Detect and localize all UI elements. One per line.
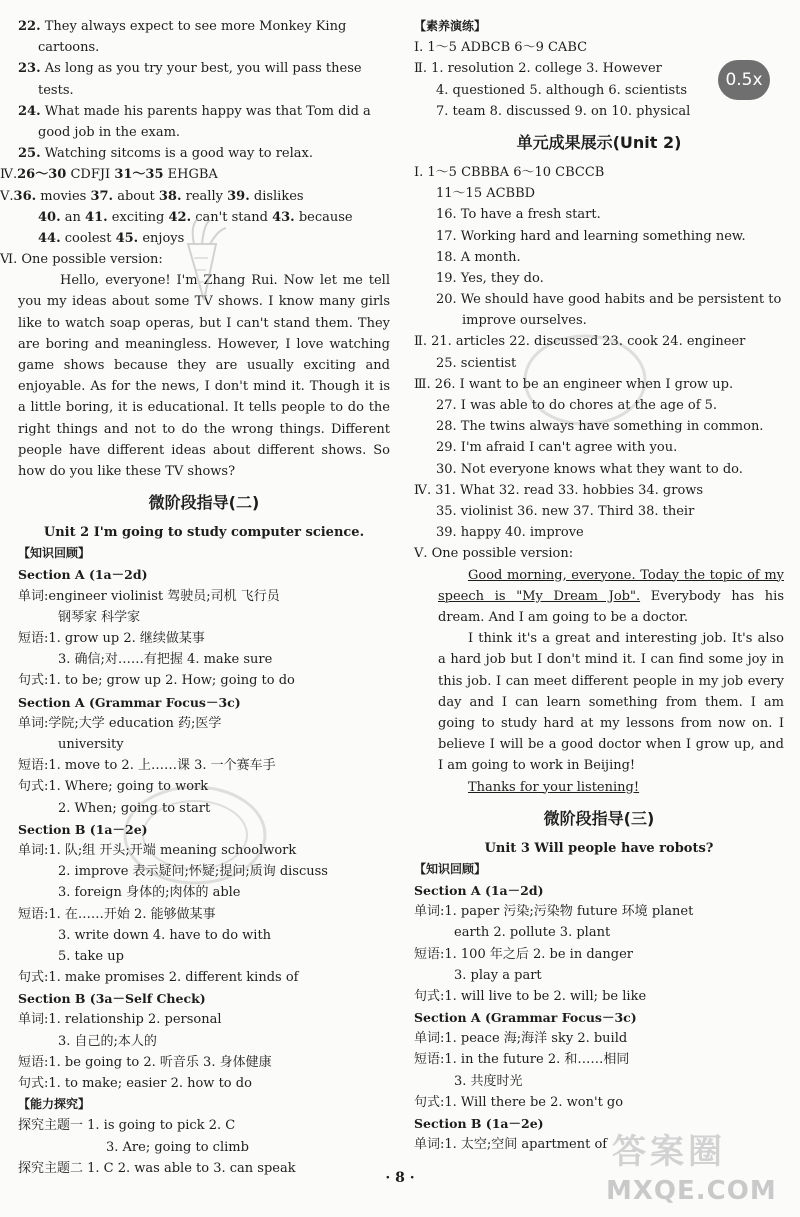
carrot-watermark-icon xyxy=(170,214,234,304)
sa2-words-cont: university xyxy=(58,737,124,753)
sb1-words-cont1: 2. improve 表示疑问;怀疑;提问;质询 discuss xyxy=(58,864,328,880)
practice-ii-cont2: 7. team 8. discussed 9. on 10. physical xyxy=(436,103,691,119)
dream-job-essay-p3: Thanks for your listening! xyxy=(468,779,640,795)
sb1-words-cont2: 3. foreign 身体的;肉体的 able xyxy=(58,885,241,901)
section-vi-label: Ⅵ. One possible version: xyxy=(0,252,163,268)
unit-iv-answers: Ⅳ. 31. What 32. read 33. hobbies 34. grows xyxy=(414,482,704,498)
sb2-words: 单词:1. relationship 2. personal xyxy=(18,1012,222,1028)
section-a2-title: Section A (Grammar Focus－3c) xyxy=(18,694,241,710)
unit-i-answers: Ⅰ. 1～5 CBBBA 6～10 CBCCB xyxy=(414,164,605,180)
answer-22: 22. They always expect to see more Monkey King xyxy=(18,19,347,34)
sb1-phrases-cont2: 5. take up xyxy=(58,948,124,964)
dream-job-essay-p1: Good morning, everyone. Today the topic of my speech is "My Dream Job". Everybody has his dream. And I am going to be a doctor. xyxy=(438,567,784,625)
ability-explore-tag: 【能力探究】 xyxy=(18,1097,91,1112)
practice-ii: Ⅱ. 1. resolution 2. college 3. However xyxy=(414,61,662,77)
answer-27: 27. I was able to do chores at the age of 5. xyxy=(436,398,718,414)
answer-20: 20. We should have good habits and be persistent to xyxy=(436,292,782,308)
sb1-sentences: 句式:1. make promises 2. different kinds of xyxy=(18,970,299,986)
answer-22-cont: cartoons. xyxy=(38,40,100,56)
explore-topic-2: 探究主题二 1. C 2. was able to 3. can speak xyxy=(18,1160,296,1176)
dream-job-essay-p2: I think it's a great and interesting job. It's also a hard job but I don't mind it. I can find some joy in this job. I can meet different people in my job every day and I can learn something from them. I am going to study hard at my lessons from now on. I believe I will be a good doctor when I grow up, and I am going to work in Beijing! xyxy=(438,631,784,774)
section-v-line1: Ⅴ.36. movies 37. about 38. really 39. dislikes xyxy=(0,188,304,204)
section-iv-answers: Ⅳ.26～30 CDFJI 31～35 EHGBA xyxy=(0,167,218,183)
practice-i: Ⅰ. 1～5 ADBCB 6～9 CABC xyxy=(414,40,588,56)
u3-sa1-phrases-cont: 3. play a part xyxy=(454,967,542,983)
knowledge-review-tag-2: 【知识回顾】 xyxy=(414,861,487,876)
explore-topic-1: 探究主题一 1. is going to pick 2. C xyxy=(18,1118,236,1134)
left-column xyxy=(0,16,390,1179)
unit-v-label: Ⅴ. One possible version: xyxy=(414,546,574,562)
answer-20-cont: improve ourselves. xyxy=(462,313,587,329)
sa2-sentences: 句式:1. Where; going to work xyxy=(18,779,209,795)
u3-section-a2-title: Section A (Grammar Focus－3c) xyxy=(414,1010,637,1026)
sa2-words: 单词:学院;大学 education 药;医学 xyxy=(18,715,222,731)
stamp-watermark-icon xyxy=(120,780,270,890)
answer-19: 19. Yes, they do. xyxy=(436,270,544,286)
section-v-line3: 44. coolest 45. enjoys xyxy=(38,230,185,246)
section-b2-title: Section B (3a－Self Check) xyxy=(18,991,206,1007)
answer-16: 16. To have a fresh start. xyxy=(436,207,601,223)
sb1-phrases: 短语:1. 在……开始 2. 能够做某事 xyxy=(18,906,216,922)
answer-30: 30. Not everyone knows what they want to do. xyxy=(436,461,743,477)
u3-sa1-words-cont: earth 2. pollute 3. plant xyxy=(454,925,611,941)
sb2-phrases: 短语:1. be going to 2. 听音乐 3. 身体健康 xyxy=(18,1054,272,1070)
site-url-watermark: MXQE.COM xyxy=(606,1176,777,1206)
u3-section-b1-title: Section B (1a－2e) xyxy=(414,1116,544,1132)
unit2-title: Unit 2 I'm going to study computer science. xyxy=(43,525,365,541)
u3-sa2-phrases: 短语:1. in the future 2. 和……相同 xyxy=(414,1052,630,1068)
section-v-line2: 40. an 41. exciting 42. can't stand 43. because xyxy=(38,209,353,225)
practice-ii-cont1: 4. questioned 5. although 6. scientists xyxy=(436,82,688,98)
sa1-words: 单词:engineer violinist 驾驶员;司机 飞行员 xyxy=(18,588,280,604)
answer-24-cont: good job in the exam. xyxy=(38,124,181,140)
sample-essay: Hello, everyone! I'm Zhang Rui. Now let me tell you my ideas about some TV shows. I know many girls like to watch soap operas, but I can't stand them. They are boring and meaningless. However, I love watching game shows because they are usually exciting and enjoyable. As for the news, I don't mind it. Though it is a little boring, it is educational. It tells people to do the right things and not to do the wrong things. Different people have different ideas about different shows. So how do you like these TV shows? xyxy=(18,273,390,480)
sa2-phrases: 短语:1. move to 2. 上……课 3. 一个赛车手 xyxy=(18,758,276,774)
zoom-level-badge[interactable]: 0.5x xyxy=(718,60,770,100)
unit-i-answers-cont: 11～15 ACBBD xyxy=(436,186,536,202)
answer-25: 25. Watching sitcoms is a good way to relax. xyxy=(18,146,313,162)
sb1-words: 单词:1. 队;组 开头;开端 meaning schoolwork xyxy=(18,842,297,858)
unit3-title: Unit 3 Will people have robots? xyxy=(484,840,714,856)
answer-17: 17. Working hard and learning something new. xyxy=(436,228,746,244)
site-logo-watermark: 答案圈 xyxy=(612,1132,726,1172)
stage-guide-2-heading: 微阶段指导(二) xyxy=(148,493,260,513)
answer-18: 18. A month. xyxy=(436,249,521,265)
unit-results-heading: 单元成果展示(Unit 2) xyxy=(516,132,682,152)
sb1-phrases-cont1: 3. write down 4. have to do with xyxy=(58,927,272,943)
u3-sa1-sentences: 句式:1. will live to be 2. will; be like xyxy=(414,988,647,1004)
answer-28: 28. The twins always have something in common. xyxy=(436,419,764,435)
answer-26: Ⅲ. 26. I want to be an engineer when I grow up. xyxy=(414,376,734,392)
u3-sa2-sentences: 句式:1. Will there be 2. won't go xyxy=(414,1094,624,1110)
u3-sa1-phrases: 短语:1. 100 年之后 2. be in danger xyxy=(414,946,634,962)
sb2-words-cont: 3. 自己的;本人的 xyxy=(58,1033,157,1049)
knowledge-review-tag: 【知识回顾】 xyxy=(18,546,91,561)
section-a1-title: Section A (1a－2d) xyxy=(18,567,148,583)
sa1-phrases: 短语:1. grow up 2. 继续做某事 xyxy=(18,631,205,647)
sa1-sentences: 句式:1. to be; grow up 2. How; going to do xyxy=(18,673,295,689)
section-b1-title: Section B (1a－2e) xyxy=(18,821,148,837)
u3-sb1-words: 单词:1. 太空;空间 apartment of xyxy=(414,1137,608,1153)
sa1-phrases-cont: 3. 确信;对……有把握 4. make sure xyxy=(58,652,273,668)
answer-23: 23. As long as you try your best, you will pass these xyxy=(18,61,362,77)
page-number: · 8 · xyxy=(385,1170,415,1186)
stage-guide-3-heading: 微阶段指导(三) xyxy=(543,808,655,828)
u3-sa2-words: 单词:1. peace 海;海洋 sky 2. build xyxy=(414,1031,628,1047)
u3-sa2-phrases-cont: 3. 共度时光 xyxy=(454,1073,523,1089)
answer-24: 24. What made his parents happy was that Tom did a xyxy=(18,103,371,119)
unit-iv-answers-cont2: 39. happy 40. improve xyxy=(436,525,584,541)
unit-ii-answers: Ⅱ. 21. articles 22. discussed 23. cook 24. engineer xyxy=(414,334,746,350)
sa2-sentences-cont: 2. When; going to start xyxy=(58,800,211,816)
explore-topic-1-cont: 3. Are; going to climb xyxy=(106,1139,249,1155)
practice-tag: 【素养演练】 xyxy=(414,19,487,33)
right-column xyxy=(414,16,784,1155)
answer-23-cont: tests. xyxy=(38,82,74,98)
unit-ii-answers-cont: 25. scientist xyxy=(436,355,517,371)
sa1-words-cont: 钢琴家 科学家 xyxy=(58,609,141,625)
answer-29: 29. I'm afraid I can't agree with you. xyxy=(436,440,678,456)
u3-sa1-words: 单词:1. paper 污染;污染物 future 环境 planet xyxy=(414,904,694,920)
stamp-watermark-icon-2 xyxy=(520,330,650,430)
sb2-sentences: 句式:1. to make; easier 2. how to do xyxy=(18,1076,252,1092)
unit-iv-answers-cont1: 35. violinist 36. new 37. Third 38. their xyxy=(436,503,695,519)
u3-section-a1-title: Section A (1a－2d) xyxy=(414,882,544,898)
